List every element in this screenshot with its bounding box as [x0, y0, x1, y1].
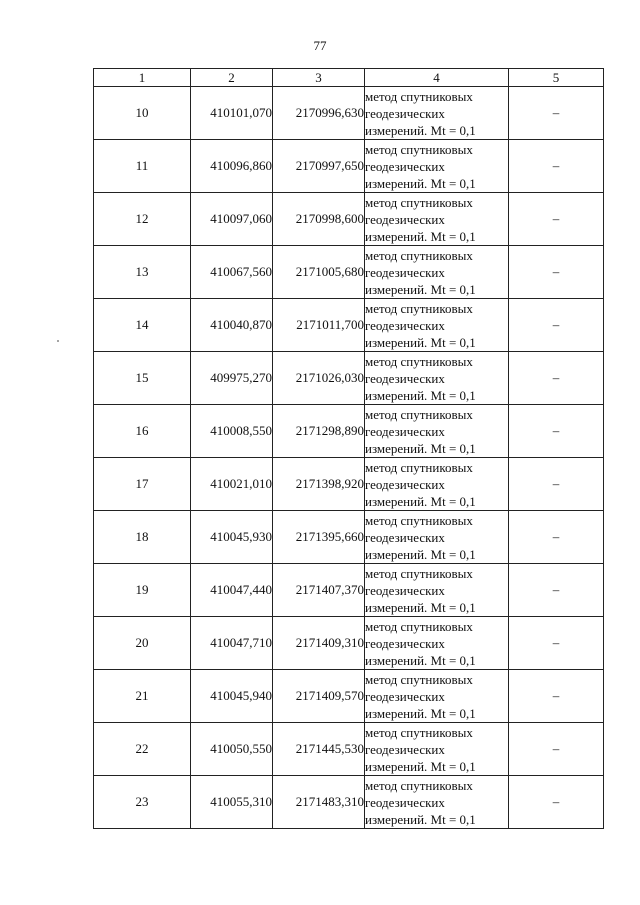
method-line: метод спутниковых — [365, 777, 473, 793]
method-line: геодезических — [365, 423, 445, 439]
method-cell — [365, 723, 509, 776]
x-coordinate-cell: 410101,070 — [191, 87, 273, 140]
x-coordinate-cell: 410067,560 — [191, 246, 273, 299]
y-coordinate-cell: 2171398,920 — [273, 458, 365, 511]
note-cell: – — [509, 617, 604, 670]
x-coordinate-cell: 410096,860 — [191, 140, 273, 193]
table-row — [94, 246, 604, 299]
point-number-cell: 12 — [94, 193, 191, 246]
method-cell — [365, 564, 509, 617]
method-line: измерений. Mt = 0,1 — [365, 811, 476, 827]
y-coordinate-cell: 2171407,370 — [273, 564, 365, 617]
table-row — [94, 458, 604, 511]
x-coordinate-cell: 410045,930 — [191, 511, 273, 564]
method-cell — [365, 670, 509, 723]
note-cell: – — [509, 458, 604, 511]
point-number-cell: 13 — [94, 246, 191, 299]
method-line: геодезических — [365, 211, 445, 227]
table-row — [94, 140, 604, 193]
method-line: геодезических — [365, 158, 445, 174]
method-line: метод спутниковых — [365, 353, 473, 369]
point-number-cell: 19 — [94, 564, 191, 617]
y-coordinate-cell: 2171011,700 — [273, 299, 365, 352]
table-header-row — [94, 69, 604, 87]
y-coordinate-cell: 2170997,650 — [273, 140, 365, 193]
header-col-1: 1 — [94, 69, 191, 87]
table-row — [94, 87, 604, 140]
method-line: геодезических — [365, 635, 445, 651]
method-line: измерений. Mt = 0,1 — [365, 599, 476, 615]
note-cell: – — [509, 564, 604, 617]
method-line: метод спутниковых — [365, 724, 473, 740]
method-cell — [365, 511, 509, 564]
method-cell — [365, 246, 509, 299]
point-number-cell: 17 — [94, 458, 191, 511]
y-coordinate-cell: 2171298,890 — [273, 405, 365, 458]
method-line: геодезических — [365, 741, 445, 757]
y-coordinate-cell: 2171409,570 — [273, 670, 365, 723]
table-body — [94, 87, 604, 829]
x-coordinate-cell: 410047,710 — [191, 617, 273, 670]
table-row — [94, 723, 604, 776]
header-col-4: 4 — [365, 69, 509, 87]
method-line: метод спутниковых — [365, 671, 473, 687]
table-row — [94, 776, 604, 829]
header-col-3: 3 — [273, 69, 365, 87]
method-line: геодезических — [365, 688, 445, 704]
point-number-cell: 15 — [94, 352, 191, 405]
point-number-cell: 21 — [94, 670, 191, 723]
method-cell — [365, 140, 509, 193]
point-number-cell: 11 — [94, 140, 191, 193]
note-cell: – — [509, 405, 604, 458]
note-cell: – — [509, 723, 604, 776]
method-cell — [365, 776, 509, 829]
method-line: геодезических — [365, 582, 445, 598]
point-number-cell: 16 — [94, 405, 191, 458]
point-number-cell: 10 — [94, 87, 191, 140]
table-row — [94, 405, 604, 458]
y-coordinate-cell: 2171395,660 — [273, 511, 365, 564]
method-cell — [365, 352, 509, 405]
method-line: измерений. Mt = 0,1 — [365, 228, 476, 244]
x-coordinate-cell: 410050,550 — [191, 723, 273, 776]
method-line: геодезических — [365, 317, 445, 333]
y-coordinate-cell: 2171483,310 — [273, 776, 365, 829]
note-cell: – — [509, 193, 604, 246]
method-line: метод спутниковых — [365, 247, 473, 263]
point-number-cell: 18 — [94, 511, 191, 564]
y-coordinate-cell: 2170998,600 — [273, 193, 365, 246]
point-number-cell: 23 — [94, 776, 191, 829]
table-row — [94, 193, 604, 246]
method-line: измерений. Mt = 0,1 — [365, 281, 476, 297]
method-line: измерений. Mt = 0,1 — [365, 758, 476, 774]
method-cell — [365, 458, 509, 511]
method-line: метод спутниковых — [365, 406, 473, 422]
method-line: метод спутниковых — [365, 300, 473, 316]
method-line: геодезических — [365, 370, 445, 386]
table-row — [94, 670, 604, 723]
method-cell — [365, 299, 509, 352]
note-cell: – — [509, 246, 604, 299]
method-line: измерений. Mt = 0,1 — [365, 493, 476, 509]
note-cell: – — [509, 299, 604, 352]
method-line: измерений. Mt = 0,1 — [365, 652, 476, 668]
method-line: геодезических — [365, 105, 445, 121]
x-coordinate-cell: 409975,270 — [191, 352, 273, 405]
method-cell — [365, 405, 509, 458]
point-number-cell: 14 — [94, 299, 191, 352]
table-row — [94, 299, 604, 352]
method-line: метод спутниковых — [365, 512, 473, 528]
x-coordinate-cell: 410055,310 — [191, 776, 273, 829]
header-col-5: 5 — [509, 69, 604, 87]
x-coordinate-cell: 410045,940 — [191, 670, 273, 723]
scan-speck — [57, 340, 59, 342]
table-row — [94, 511, 604, 564]
note-cell: – — [509, 140, 604, 193]
header-col-2: 2 — [191, 69, 273, 87]
method-line: измерений. Mt = 0,1 — [365, 387, 476, 403]
method-line: геодезических — [365, 794, 445, 810]
method-line: геодезических — [365, 529, 445, 545]
method-cell — [365, 193, 509, 246]
method-line: измерений. Mt = 0,1 — [365, 122, 476, 138]
method-line: геодезических — [365, 476, 445, 492]
note-cell: – — [509, 87, 604, 140]
method-line: измерений. Mt = 0,1 — [365, 175, 476, 191]
page-number: 77 — [313, 38, 327, 53]
coordinates-table — [93, 68, 604, 829]
point-number-cell: 22 — [94, 723, 191, 776]
x-coordinate-cell: 410021,010 — [191, 458, 273, 511]
x-coordinate-cell: 410047,440 — [191, 564, 273, 617]
point-number-cell: 20 — [94, 617, 191, 670]
x-coordinate-cell: 410040,870 — [191, 299, 273, 352]
note-cell: – — [509, 776, 604, 829]
y-coordinate-cell: 2171005,680 — [273, 246, 365, 299]
note-cell: – — [509, 352, 604, 405]
method-line: измерений. Mt = 0,1 — [365, 705, 476, 721]
y-coordinate-cell: 2171409,310 — [273, 617, 365, 670]
method-line: метод спутниковых — [365, 141, 473, 157]
y-coordinate-cell: 2171026,030 — [273, 352, 365, 405]
y-coordinate-cell: 2170996,630 — [273, 87, 365, 140]
method-line: метод спутниковых — [365, 565, 473, 581]
note-cell: – — [509, 670, 604, 723]
table-row — [94, 352, 604, 405]
method-line: метод спутниковых — [365, 194, 473, 210]
method-line: метод спутниковых — [365, 88, 473, 104]
method-line: геодезических — [365, 264, 445, 280]
y-coordinate-cell: 2171445,530 — [273, 723, 365, 776]
method-line: измерений. Mt = 0,1 — [365, 546, 476, 562]
table-row — [94, 617, 604, 670]
note-cell: – — [509, 511, 604, 564]
method-cell — [365, 87, 509, 140]
x-coordinate-cell: 410097,060 — [191, 193, 273, 246]
x-coordinate-cell: 410008,550 — [191, 405, 273, 458]
method-cell — [365, 617, 509, 670]
method-line: метод спутниковых — [365, 459, 473, 475]
table-row — [94, 564, 604, 617]
method-line: измерений. Mt = 0,1 — [365, 334, 476, 350]
method-line: метод спутниковых — [365, 618, 473, 634]
method-line: измерений. Mt = 0,1 — [365, 440, 476, 456]
